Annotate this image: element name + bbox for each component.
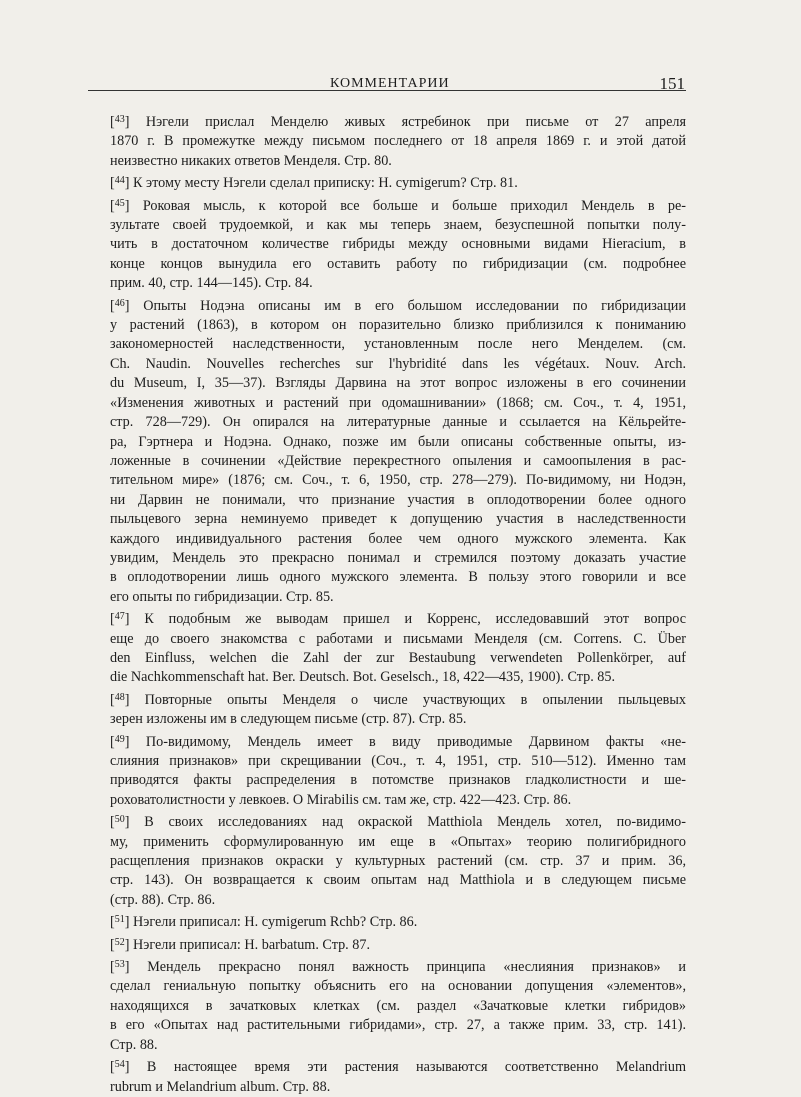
note-number: 54	[114, 1059, 125, 1071]
note-line	[88, 649, 686, 668]
note-number: 48	[114, 691, 125, 703]
note-text: неизвестно никаких ответов Менделя. Стр. 80.	[110, 152, 392, 169]
note-line: [$^{45}$] Роковая мысль, к которой все больше и больше приходил Мендель в ре-	[110, 197, 686, 214]
note-line: [$^{46}$] Опыты Нодэна описаны им в его большом исследовании по гибридизации	[110, 297, 686, 314]
note-line	[88, 791, 686, 810]
note-line	[88, 274, 686, 293]
note-text: прим. 40, стр. 144—145). Стр. 84.	[110, 275, 313, 292]
page-number: 151	[659, 74, 685, 93]
note-text: в его «Опытах над растительными гибридами», стр. 27, а также прим. 33, стр. 141).	[110, 1017, 686, 1034]
note-line: [$^{49}$] По-видимому, Мендель имеет в виду приводимые Дарвином факты «не-	[110, 733, 686, 750]
note-text: тительном мире» (1876; см. Соч., т. 6, 1950, стр. 278—279). По-видимому, ни Нодэн,	[110, 472, 686, 489]
note-line	[88, 852, 686, 871]
commentary-notes	[88, 110, 686, 1097]
note-line	[88, 394, 686, 413]
note-text: расщепления признаков окраски у культурных растений (см. стр. 37 и прим. 36,	[110, 853, 686, 870]
note-text: Нэгели приписал: H. barbatum. Стр. 87.	[133, 936, 371, 953]
note-text: По-видимому, Мендель имеет в виду приводимые Дарвином факты «не-	[145, 733, 686, 750]
note-line	[88, 413, 686, 432]
note-text: конце концов вынудила его оставить работу по гибридизации (см. подробнее	[110, 255, 686, 272]
header-rule	[88, 90, 686, 91]
note-43	[88, 110, 686, 171]
note-50	[88, 810, 686, 910]
note-text: слияния признаков» при скрещивании (Соч., т. 4, 1951, стр. 510—512). Именно там	[110, 753, 686, 769]
note-text: (стр. 88). Стр. 86.	[110, 891, 216, 908]
note-line: [$^{47}$] К подобным же выводам пришел и Корренс, исследовавший этот вопрос	[110, 611, 686, 628]
note-48	[88, 688, 686, 730]
note-text: его опыты по гибридизации. Стр. 85.	[110, 588, 334, 605]
note-text: В настоящее время эти растения называются соответственно Melandrium	[146, 1059, 686, 1076]
note-line	[88, 491, 686, 510]
note-text: стр. 728—729). Он опирался на литературные данные и ссылается на Кёльрейте-	[110, 414, 686, 431]
note-line	[88, 871, 686, 890]
note-text: die Nachkommenschaft hat. Ber. Deutsch. Bot. Geselsch., 18, 422—435, 1900). Стр. 85.	[110, 669, 616, 686]
note-45	[88, 194, 686, 294]
note-line: [$^{44}$] К этому месту Нэгели сделал приписку: H. cymigerum? Стр. 81.	[110, 175, 518, 192]
note-number: 43	[114, 114, 125, 125]
note-number: 46	[114, 297, 125, 309]
note-text: му, применить сформулированную им еще в «Опытах» теорию полигибридного	[110, 833, 686, 850]
note-number: 53	[114, 959, 125, 971]
note-text: увидим, Мендель это прекрасно понимал и стремился поэтому доказать участие	[110, 549, 686, 566]
note-text: стр. 143). Он возвращается к своим опытам над Matthiola и в следующем письме	[110, 872, 686, 889]
note-53	[88, 955, 686, 1055]
note-text: Стр. 88.	[110, 1036, 158, 1053]
note-text: du Museum, I, 35—37). Взгляды Дарвина на этот вопрос изложены в его сочинении	[110, 375, 686, 392]
note-number: 51	[114, 914, 125, 926]
note-line	[88, 216, 686, 235]
note-text: 1870 г. В промежутке между письмом последнего от 18 апреля 1869 г. и этой датой	[110, 133, 686, 150]
note-text: ра, Гэртнера и Нодэна. Однако, позже им были описаны собственные опыты, из-	[110, 433, 686, 450]
note-number: 44	[114, 175, 125, 187]
note-text: находящихся в зачатковых клетках (см. раздел «Зачатковые клетки гибридов»	[110, 997, 686, 1014]
note-text: ни Дарвин не понимали, что признание участия в оплодотворении более одного	[110, 491, 686, 508]
note-line	[88, 471, 686, 490]
note-text: зерен изложены им в следующем письме (стр. 87). Стр. 85.	[110, 711, 467, 728]
note-line	[88, 588, 686, 607]
note-number: 49	[114, 733, 125, 745]
note-text: Опыты Нодэна описаны им в его большом исследовании по гибридизации	[143, 297, 686, 314]
note-line: [$^{48}$] Повторные опыты Менделя о числе участвующих в опылении пыльцевых	[110, 691, 686, 708]
note-text: Роковая мысль, к которой все больше и больше приходил Мендель в ре-	[142, 197, 686, 214]
note-text: каждого индивидуального растения более чем одного мужского элемента. Как	[110, 530, 686, 547]
note-text: пыльцевого зерна неминуемо приведет к допущению участия в наследственности	[110, 511, 686, 528]
note-line	[88, 997, 686, 1016]
note-line	[88, 433, 686, 452]
note-line	[88, 771, 686, 790]
note-line	[88, 152, 686, 171]
note-number: 45	[114, 197, 125, 209]
note-text: К подобным же выводам пришел и Корренс, исследовавший этот вопрос	[144, 611, 686, 628]
note-line	[88, 316, 686, 335]
note-text: den Einfluss, welchen die Zahl der zur Bestaubung verwendeten Pollenkörper, auf	[110, 649, 686, 666]
note-line	[88, 833, 686, 852]
note-text: еще до своего знакомства с работами и письмами Менделя (см. Correns. C. Über	[110, 630, 686, 647]
note-line: [$^{51}$] Нэгели приписал: H. cymigerum Rchb? Стр. 86.	[110, 914, 418, 931]
note-line	[88, 335, 686, 354]
page-title: КОММЕНТАРИИ	[330, 76, 450, 91]
note-number: 47	[114, 611, 125, 623]
note-44	[88, 171, 686, 193]
note-text: Нэгели прислал Менделю живых ястребинок при письме от 27 апреля	[145, 114, 686, 130]
note-line	[88, 510, 686, 529]
note-line: [$^{43}$] Нэгели прислал Менделю живых ястребинок при письме от 27 апреля	[110, 114, 686, 130]
note-line	[88, 977, 686, 996]
note-text: у растений (1863), в котором он поразительно близко приблизился к пониманию	[110, 317, 686, 334]
note-line	[88, 255, 686, 274]
running-head	[0, 68, 801, 98]
note-line	[88, 132, 686, 151]
note-line	[88, 452, 686, 471]
note-text: Мендель прекрасно понял важность принципа «неслияния признаков» и	[147, 959, 686, 976]
note-line	[88, 530, 686, 549]
note-47	[88, 607, 686, 688]
note-line	[88, 668, 686, 687]
note-text: чить в достаточном количестве гибриды между основными видами Hieracium, в	[110, 236, 686, 253]
note-text: ложенные в сочинении «Действие перекрестного опыления и самоопыления в рас-	[110, 452, 686, 469]
note-text: сделал гениальную попытку объяснить его на основании допущения «элементов»,	[110, 978, 686, 995]
note-line	[88, 374, 686, 393]
note-text: закономерностей наследственности, установленным после него Менделем. (см.	[110, 336, 686, 353]
note-line	[88, 1016, 686, 1035]
note-46	[88, 294, 686, 608]
note-text: rubrum и Melandrium album. Стр. 88.	[110, 1078, 331, 1095]
note-line	[88, 235, 686, 254]
note-54	[88, 1055, 686, 1097]
note-line	[88, 549, 686, 568]
note-line	[88, 355, 686, 374]
note-text: приводятся факты распределения в потомстве признаков гладколистности и ше-	[110, 772, 686, 789]
note-text: «Изменения животных и растений при одомашнивании» (1868; см. Соч., т. 4, 1951,	[110, 394, 686, 411]
note-text: в оплодотворении лишь одного мужского элемента. В пользу этого говорили и все	[110, 569, 686, 586]
note-line	[88, 891, 686, 910]
note-text: В своих исследованиях над окраской Matthiola Мендель хотел, по-видимо-	[144, 814, 686, 831]
note-text: Повторные опыты Менделя о числе участвующих в опылении пыльцевых	[144, 691, 686, 708]
note-line: [$^{54}$] В настоящее время эти растения называются соответственно Melandrium	[110, 1059, 686, 1076]
note-text: К этому месту Нэгели сделал приписку: H. cymigerum? Стр. 81.	[133, 175, 518, 192]
note-text: Ch. Naudin. Nouvelles recherches sur l'hybridité dans les végétaux. Nouv. Arch.	[110, 355, 686, 372]
note-line: [$^{52}$] Нэгели приписал: H. barbatum. Стр. 87.	[110, 936, 371, 953]
note-number: 50	[114, 814, 125, 826]
note-text: роховатолистности у левкоев. О Mirabilis см. там же, стр. 422—423. Стр. 86.	[110, 791, 572, 808]
note-line: [$^{53}$] Мендель прекрасно понял важность принципа «неслияния признаков» и	[110, 959, 686, 976]
note-line	[88, 1078, 686, 1097]
note-51	[88, 910, 686, 932]
note-line	[88, 568, 686, 587]
note-line	[88, 710, 686, 729]
note-text: зультате своей трудоемкой, и как мы теперь знаем, безуспешной попытки полу-	[110, 217, 686, 234]
note-line: [$^{50}$] В своих исследованиях над окраской Matthiola Мендель хотел, по-видимо-	[110, 814, 686, 831]
note-line	[88, 752, 686, 771]
note-text: Нэгели приписал: H. cymigerum Rchb? Стр. 86.	[133, 914, 418, 931]
note-number: 52	[114, 936, 125, 948]
note-49	[88, 730, 686, 811]
note-52	[88, 933, 686, 955]
note-line	[88, 630, 686, 649]
